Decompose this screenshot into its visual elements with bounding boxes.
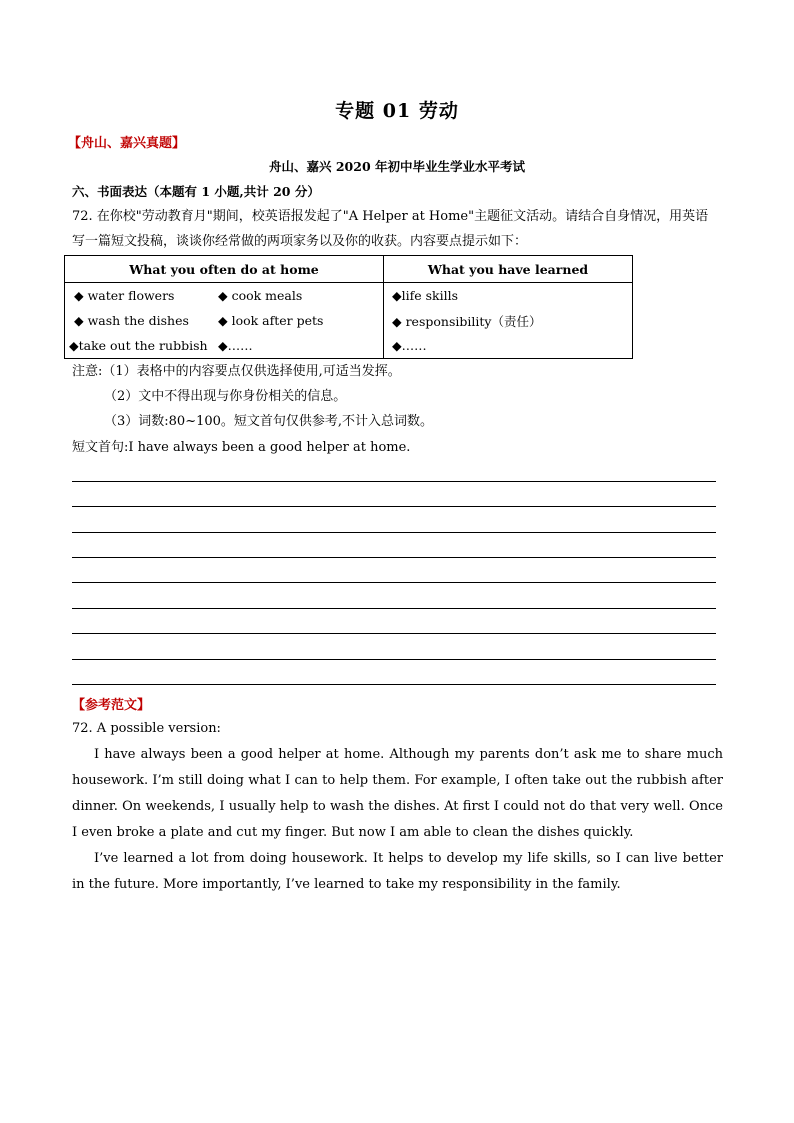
writing-line bbox=[72, 633, 716, 634]
table-cell-left bbox=[65, 283, 384, 359]
table-row bbox=[65, 308, 383, 333]
writing-line bbox=[72, 506, 716, 507]
writing-line bbox=[72, 608, 716, 609]
table-row bbox=[65, 283, 383, 308]
writing-line bbox=[72, 684, 716, 685]
table-header-right: What you have learned bbox=[384, 256, 633, 283]
version-label: 72. A possible version: bbox=[72, 721, 221, 736]
reference-tag: 【参考范文】 bbox=[72, 698, 151, 713]
exam-name: 舟山、嘉兴 2020 年初中毕业生学业水平考试 bbox=[269, 159, 525, 174]
writing-line bbox=[72, 582, 716, 583]
essay-paragraph-2: I’ve learned a lot from doing housework. It helps to develop my life skills, so I can live better in the future. More importantly, I’ve learned to take my responsibility in the family. bbox=[72, 851, 723, 892]
table-row bbox=[384, 283, 632, 308]
table-row bbox=[384, 333, 632, 358]
writing-line bbox=[72, 659, 716, 660]
content-prompt-table bbox=[64, 255, 633, 359]
list-item: ◆life skills bbox=[392, 288, 459, 303]
writing-line bbox=[72, 532, 716, 533]
list-item: ◆ water flowers bbox=[74, 288, 175, 303]
table-header-left: What you often do at home bbox=[65, 256, 384, 283]
note-3: （3）词数:80~100。短文首句仅供参考,不计入总词数。 bbox=[104, 414, 434, 429]
list-item: ◆ wash the dishes bbox=[74, 313, 189, 328]
essay-paragraph-1: I have always been a good helper at home. Although my parents don’t ask me to share much housework. I’m still doing what I can to help them. For example, I often take out the rubbish after dinner. On weekends, I usually help to wash the dishes. At first I could not do that very well. Once I even broke a plate and cut my finger. But now I am able to clean the dishes quickly. bbox=[72, 747, 723, 840]
question-line-1: 72. 在你校"劳动教育月"期间，校英语报发起了"A Helper at Home"主题征文活动。请结合自身情况，用英语 bbox=[72, 209, 709, 224]
question-line-2: 写一篇短文投稿，谈谈你经常做的两项家务以及你的收获。内容要点提示如下： bbox=[72, 234, 528, 249]
table-cell-right bbox=[384, 283, 633, 359]
list-item: ◆ cook meals bbox=[218, 288, 303, 303]
note-1: 注意:（1）表格中的内容要点仅供选择使用,可适当发挥。 bbox=[72, 364, 401, 379]
section-heading: 六、书面表达（本题有 1 小题,共计 20 分） bbox=[72, 184, 320, 199]
writing-line bbox=[72, 481, 716, 482]
start-sentence: 短文首句:I have always been a good helper at home. bbox=[72, 440, 411, 455]
list-item: ◆take out the rubbish bbox=[69, 338, 208, 353]
list-item: ◆…… bbox=[218, 338, 253, 353]
list-item: ◆…… bbox=[392, 338, 427, 353]
list-item: ◆ responsibility（责任） bbox=[392, 313, 542, 329]
page-title: 专题 01 劳动 bbox=[335, 100, 459, 122]
table-row bbox=[384, 308, 632, 333]
list-item: ◆ look after pets bbox=[218, 313, 324, 328]
note-2: （2）文中不得出现与你身份相关的信息。 bbox=[104, 389, 347, 404]
table-row bbox=[65, 333, 383, 358]
source-tag: 【舟山、嘉兴真题】 bbox=[68, 136, 186, 151]
writing-line bbox=[72, 557, 716, 558]
